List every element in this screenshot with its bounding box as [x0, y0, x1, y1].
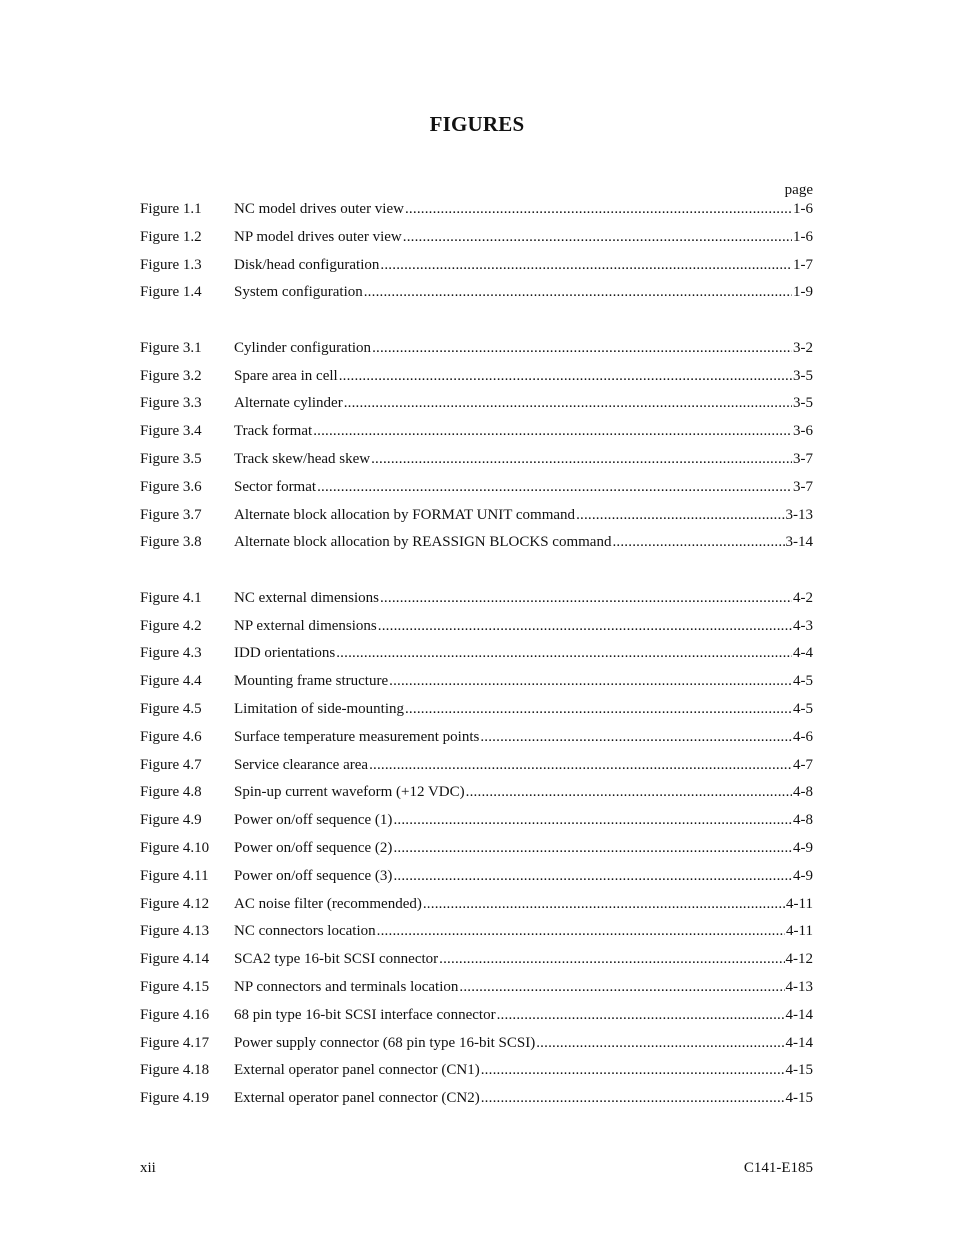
figure-label: Figure 4.10 [140, 839, 210, 856]
dot-leader [481, 1061, 785, 1079]
figure-label: Figure 4.17 [140, 1034, 210, 1051]
figure-label: Figure 4.15 [140, 978, 210, 995]
figure-page-number: 1-6 [793, 201, 813, 217]
figure-label: Figure 4.13 [140, 923, 210, 940]
figure-page-number: 3-13 [785, 506, 813, 523]
figure-caption: Limitation of side-mounting [234, 700, 404, 717]
figure-page-number: 3-5 [793, 367, 813, 384]
dot-leader [405, 200, 792, 218]
dot-leader [313, 422, 792, 440]
dot-leader [480, 728, 792, 746]
figure-label: Figure 3.7 [140, 506, 202, 523]
figure-entry[interactable] [140, 672, 813, 700]
figure-entry[interactable] [140, 617, 813, 645]
figure-page-number: 4-14 [785, 1006, 813, 1023]
figure-entry[interactable] [140, 978, 813, 1006]
dot-leader [377, 922, 785, 940]
figure-group [140, 589, 813, 1117]
figure-entry[interactable] [140, 895, 813, 923]
figure-caption: Mounting frame structure [234, 673, 389, 690]
figure-entry[interactable] [140, 283, 813, 311]
figure-entry[interactable] [140, 867, 813, 895]
figure-entry[interactable] [140, 533, 813, 561]
figure-label: Figure 3.5 [140, 450, 202, 467]
figure-label: Figure 4.12 [140, 895, 210, 912]
figure-label: Figure 4.9 [140, 812, 202, 829]
figure-entry[interactable] [140, 1006, 813, 1034]
figure-entry[interactable] [140, 394, 813, 422]
figure-caption: System configuration [234, 284, 363, 301]
dot-leader [423, 895, 785, 913]
figure-entry[interactable] [140, 506, 813, 534]
figure-entry[interactable] [140, 1089, 813, 1117]
figure-entry[interactable] [140, 728, 813, 756]
figure-page-number: 4-15 [785, 1062, 813, 1079]
figure-label: Figure 3.8 [140, 534, 202, 551]
figure-label: Figure 4.4 [140, 673, 202, 690]
figure-caption: Spin-up current waveform (+12 VDC) [234, 784, 465, 801]
figure-entry[interactable] [140, 200, 813, 228]
figure-caption: Power on/off sequence (1) [234, 812, 393, 829]
dot-leader [393, 839, 792, 857]
figure-entry[interactable] [140, 839, 813, 867]
figure-entry[interactable] [140, 644, 813, 672]
footer-document-id: C141-E185 [743, 1160, 813, 1176]
figure-label: Figure 1.4 [140, 284, 202, 301]
figure-caption: Power supply connector (68 pin type 16-bit SCSI) [234, 1034, 536, 1051]
dot-leader [364, 283, 792, 301]
figure-page-number: 4-3 [793, 617, 813, 634]
figure-page-number: 4-8 [793, 784, 813, 801]
dot-leader [317, 478, 792, 496]
figure-label: Figure 4.19 [140, 1090, 210, 1107]
figure-page-number: 4-2 [793, 589, 813, 606]
figure-label: Figure 3.3 [140, 395, 202, 412]
figure-caption: Power on/off sequence (3) [234, 867, 393, 884]
figure-caption: Track format [234, 423, 313, 440]
figure-label: Figure 3.6 [140, 478, 202, 495]
dot-leader [497, 1006, 785, 1024]
figure-caption: External operator panel connector (CN1) [234, 1062, 480, 1079]
page-column-label: page [784, 182, 813, 198]
figure-page-number: 4-15 [785, 1090, 813, 1107]
dot-leader [403, 228, 792, 246]
figure-page-number: 4-6 [793, 728, 813, 745]
figure-page-number: 4-13 [785, 978, 813, 995]
figure-page-number: 4-12 [785, 951, 813, 968]
figure-label: Figure 1.2 [140, 228, 202, 245]
figure-page-number: 3-5 [793, 395, 813, 412]
figure-page-number: 4-4 [793, 645, 813, 662]
figure-caption: Alternate cylinder [234, 395, 343, 412]
figure-page-number: 4-9 [793, 867, 813, 884]
dot-leader [380, 256, 792, 274]
dot-leader [466, 783, 792, 801]
figure-caption: NP connectors and terminals location [234, 978, 459, 995]
figure-entry[interactable] [140, 367, 813, 395]
figure-label: Figure 3.1 [140, 339, 202, 356]
figure-caption: Alternate block allocation by REASSIGN BLOCKS command [234, 534, 612, 551]
dot-leader [336, 644, 792, 662]
figure-page-number: 3-7 [793, 450, 813, 467]
figure-entry[interactable] [140, 450, 813, 478]
figure-caption: NC external dimensions [234, 589, 379, 606]
figure-label: Figure 3.2 [140, 367, 202, 384]
dot-leader [378, 617, 792, 635]
dot-leader [371, 450, 792, 468]
figure-caption: NC model drives outer view [234, 201, 404, 217]
figure-entry[interactable] [140, 1034, 813, 1062]
figure-label: Figure 4.8 [140, 784, 202, 801]
figure-page-number: 3-7 [793, 478, 813, 495]
figure-page-number: 4-14 [785, 1034, 813, 1051]
dot-leader [339, 367, 792, 385]
figure-caption: Power on/off sequence (2) [234, 839, 393, 856]
dot-leader [439, 950, 784, 968]
figure-caption: IDD orientations [234, 645, 336, 662]
figure-entry[interactable] [140, 811, 813, 839]
figure-caption: Alternate block allocation by FORMAT UNIT command [234, 506, 576, 523]
dot-leader [389, 672, 792, 690]
dot-leader [459, 978, 784, 996]
figure-label: Figure 1.1 [140, 201, 202, 217]
figure-page-number: 1-9 [793, 284, 813, 301]
dot-leader [405, 700, 792, 718]
figure-label: Figure 4.16 [140, 1006, 210, 1023]
figure-group [140, 200, 813, 311]
figure-label: Figure 3.4 [140, 423, 202, 440]
figure-label: Figure 4.5 [140, 700, 202, 717]
figure-page-number: 4-9 [793, 839, 813, 856]
figure-entry[interactable] [140, 256, 813, 284]
figure-label: Figure 4.7 [140, 756, 202, 773]
figure-page-number: 1-6 [793, 228, 813, 245]
figure-entry[interactable] [140, 783, 813, 811]
dot-leader [369, 756, 792, 774]
figure-label: Figure 4.6 [140, 728, 202, 745]
figures-list [140, 200, 813, 1144]
figure-caption: Track skew/head skew [234, 450, 371, 467]
figure-caption: SCA2 type 16-bit SCSI connector [234, 951, 439, 968]
figure-page-number: 4-11 [786, 923, 813, 940]
figure-caption: Surface temperature measurement points [234, 728, 480, 745]
figure-page-number: 4-5 [793, 673, 813, 690]
figure-entry[interactable] [140, 1061, 813, 1089]
dot-leader [372, 339, 792, 357]
figure-label: Figure 4.3 [140, 645, 202, 662]
figure-caption: NP external dimensions [234, 617, 377, 634]
figure-entry[interactable] [140, 228, 813, 256]
figure-caption: Spare area in cell [234, 367, 338, 384]
dot-leader [612, 533, 784, 551]
figure-page-number: 1-7 [793, 256, 813, 273]
figure-page-number: 3-2 [793, 339, 813, 356]
figure-entry[interactable] [140, 950, 813, 978]
figure-entry[interactable] [140, 700, 813, 728]
dot-leader [576, 506, 784, 524]
figure-page-number: 4-7 [793, 756, 813, 773]
dot-leader [393, 867, 792, 885]
figure-caption: NP model drives outer view [234, 228, 402, 245]
figure-caption: Disk/head configuration [234, 256, 380, 273]
dot-leader [380, 589, 792, 607]
figure-label: Figure 4.2 [140, 617, 202, 634]
figure-label: Figure 1.3 [140, 256, 202, 273]
figure-page-number: 3-14 [785, 534, 813, 551]
dot-leader [536, 1034, 784, 1052]
figure-entry[interactable] [140, 756, 813, 784]
figure-label: Figure 4.11 [140, 867, 209, 884]
figure-entry[interactable] [140, 422, 813, 450]
figure-entry[interactable] [140, 589, 813, 617]
figure-page-number: 3-6 [793, 423, 813, 440]
figure-caption: Service clearance area [234, 756, 369, 773]
figure-entry[interactable] [140, 339, 813, 367]
dot-leader [481, 1089, 785, 1107]
figure-label: Figure 4.18 [140, 1062, 210, 1079]
figure-entry[interactable] [140, 922, 813, 950]
figure-label: Figure 4.14 [140, 951, 210, 968]
dot-leader [344, 394, 792, 412]
figure-caption: External operator panel connector (CN2) [234, 1090, 480, 1107]
footer-page-number: xii [140, 1160, 156, 1176]
figure-caption: AC noise filter (recommended) [234, 895, 422, 912]
figure-caption: Cylinder configuration [234, 339, 372, 356]
figure-caption: Sector format [234, 478, 317, 495]
figure-label: Figure 4.1 [140, 589, 202, 606]
figure-group [140, 339, 813, 561]
figure-caption: 68 pin type 16-bit SCSI interface connector [234, 1006, 496, 1023]
figure-caption: NC connectors location [234, 923, 376, 940]
figure-page-number: 4-5 [793, 700, 813, 717]
dot-leader [393, 811, 792, 829]
figure-page-number: 4-8 [793, 812, 813, 829]
figure-entry[interactable] [140, 478, 813, 506]
figure-page-number: 4-11 [786, 895, 813, 912]
page-title: FIGURES [429, 112, 525, 136]
